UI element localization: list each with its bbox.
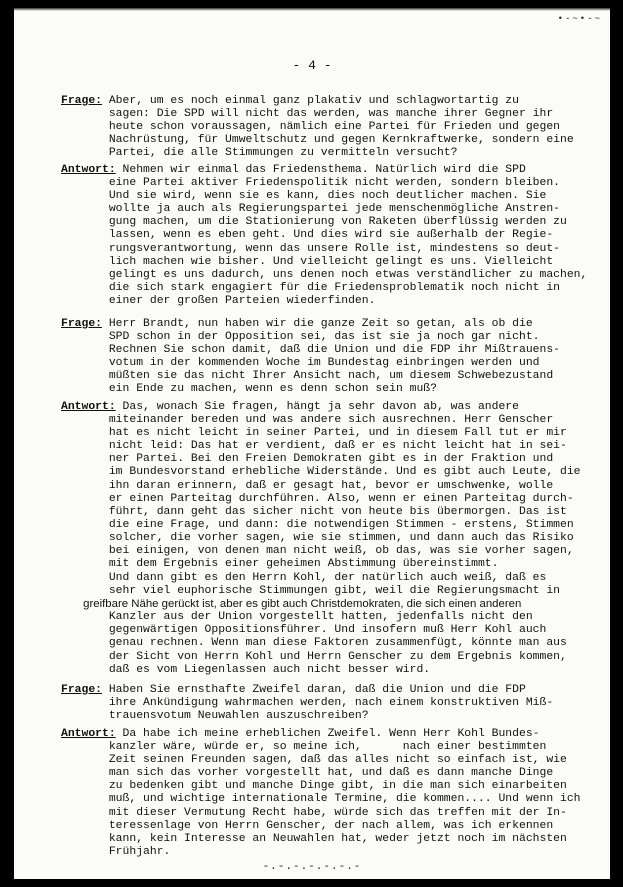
text-line <box>61 846 601 859</box>
line-text: Kanzler aus der Union vorgestellt hatten, jedenfalls nicht den <box>61 611 533 624</box>
text-line <box>61 453 601 466</box>
line-text: kann, kein Interesse an Neuwahlen hat, weder jetzt noch im nächsten <box>61 832 567 845</box>
line-text: Und dann gibt es den Herrn Kohl, der natürlich auch weiß, daß es <box>61 572 547 584</box>
text-block-a2b <box>61 572 601 677</box>
speaker-label: Antwort: <box>61 164 116 176</box>
text-block-q3 <box>61 684 601 723</box>
line-text: gegenwärtigen Oppositionsführer. Und insofern muß Herr Kohl auch <box>61 624 547 637</box>
text-line <box>61 229 601 242</box>
text-line <box>61 697 601 710</box>
line-text: votum in der kommenden Woche im Bundestag einbringen werden und <box>61 357 540 370</box>
text-line <box>61 134 601 147</box>
text-line <box>61 651 601 664</box>
line-text: zu bedenken gibt und manche Dinge gibt, in die man sich einarbeiten <box>61 780 567 793</box>
line-text: im Bundesvorstand erhebliche Widerstände. Und es gibt auch Leute, die <box>61 466 581 479</box>
text-block-q1 <box>61 95 601 160</box>
text-line <box>61 532 601 545</box>
text-line <box>61 370 601 383</box>
text-line <box>61 767 601 780</box>
text-line <box>61 728 601 741</box>
text-line <box>61 807 601 820</box>
line-text: führt, dann geht das sicher nicht von heute bis übermorgen. Das ist <box>61 505 567 518</box>
line-text: man sich das vorher vorgestellt hat, und daß es dann manche Dinge <box>61 767 554 780</box>
line-text: lich machen wie bisher. Und vielleicht gelingt es uns. Vielleicht <box>61 255 554 268</box>
line-text: mit dem Ergebnis einer geheimen Abstimmung übereinstimmt. <box>61 558 499 571</box>
text-line <box>61 269 601 282</box>
text-line <box>61 820 601 833</box>
text-line <box>61 121 601 134</box>
text-line <box>61 780 601 793</box>
line-text: ihn daran erinnern, daß er gesagt hat, bevor er umschwenke, wolle <box>61 479 554 492</box>
line-text: eine Partei aktiver Friedenspolitik nicht werden, sondern bleiben. <box>61 177 560 190</box>
line-text: Herr Brandt, nun haben wir die ganze Zeit so getan, als ob die <box>102 318 533 330</box>
text-line <box>61 256 601 269</box>
line-text: der Sicht von Herrn Kohl und Herrn Genscher zu dem Ergebnis kommen, <box>61 650 567 663</box>
text-line <box>61 414 601 427</box>
line-text: Das, wonach Sie fragen, hängt ja sehr davon ab, was andere <box>115 401 519 413</box>
line-text: kanzler wäre, würde er, so meine ich, nach einer bestimmten <box>61 741 547 754</box>
line-text: ner Partei. Bei den Freien Demokraten gibt es in der Fraktion und <box>61 453 554 466</box>
text-line <box>61 243 601 256</box>
speaker-label: Frage: <box>61 684 103 696</box>
line-text: trauensvotum Neuwahlen auszuschreiben? <box>61 710 369 723</box>
line-text: bei einigen, von denen man nicht weiß, ob das, was sie vorher sagen, <box>61 545 574 558</box>
speaker-label: Antwort: <box>61 401 116 413</box>
text-line <box>61 147 601 160</box>
text-line <box>61 684 601 697</box>
corner-mark: •-~•-~ <box>557 14 602 24</box>
line-text: daß es vom Liegenlassen auch nicht besser wird. <box>61 663 431 676</box>
text-line <box>61 95 601 108</box>
text-line <box>61 401 601 414</box>
speaker-label: Antwort: <box>61 728 116 740</box>
page-number: - 4 - <box>292 58 332 73</box>
text-line <box>61 344 601 357</box>
line-text: Rechnen Sie schon damit, daß die Union und die FDP ihr Mißtrauens- <box>61 344 560 357</box>
line-text: rungsverantwortung, wenn das unsere Rolle ist, mindestens so deut- <box>61 242 560 255</box>
text-line <box>61 357 601 370</box>
text-line <box>61 383 601 396</box>
line-text: gung machen, um die Stationierung von Raketen überflüssig werden zu <box>61 216 567 229</box>
line-text: nicht leid: Das hat er verdient, daß er es nicht leicht hat in sei- <box>61 440 567 453</box>
text-line <box>61 754 601 767</box>
speaker-label: Frage: <box>61 318 103 330</box>
text-line <box>61 295 601 308</box>
text-line <box>61 558 601 571</box>
text-line <box>61 833 601 846</box>
line-text: sehr viel euphorische Stimmungen gibt, weil die Regierungsmacht in <box>61 585 560 598</box>
text-line <box>61 598 601 611</box>
line-text: die eine Frage, und dann: die notwendigen Stimmen - erstens, Stimmen <box>61 518 574 531</box>
line-text: genau rechnen. Wenn man diese Faktoren zusammenfügt, könnte man aus <box>61 637 567 650</box>
text-line <box>61 427 601 440</box>
line-text: lassen, wenn es eben geht. Und dies wird sie außerhalb der Regie- <box>61 229 554 242</box>
line-text: greifbare Nähe gerückt ist, aber es gibt auch Christdemokraten, die sich einen anderen <box>61 598 522 611</box>
line-text: heute schon voraussagen, nämlich eine Partei für Frieden und gegen <box>61 121 560 134</box>
text-line <box>61 466 601 479</box>
line-text: Und sie wird, wenn sie es kann, dies noch deutlicher machen. Sie <box>61 190 547 203</box>
line-text: Nachrüstung, für Umweltschutz und gegen Kernkraftwerke, sondern eine <box>61 134 574 147</box>
line-text: SPD schon in der Opposition sei, das ist sie ja noch gar nicht. <box>61 331 540 344</box>
line-text: Zeit seinen Freunden sagen, daß das alles nicht so einfach ist, wie <box>61 754 567 767</box>
text-line <box>61 493 601 506</box>
text-line <box>61 741 601 754</box>
document-page <box>14 8 610 879</box>
speaker-label: Frage: <box>61 95 103 107</box>
text-line <box>61 282 601 295</box>
text-line <box>61 519 601 532</box>
text-line <box>61 624 601 637</box>
text-line <box>61 108 601 121</box>
line-text: hat es nicht leicht in seiner Partei, und in diesem Fall tut er mir <box>61 427 567 440</box>
text-block-a1 <box>61 164 601 308</box>
line-text: mit dieser Vermutung Recht habe, würde sich das treffen mit der In- <box>61 806 567 819</box>
text-line <box>61 545 601 558</box>
line-text: Haben Sie ernsthafte Zweifel daran, daß die Union und die FDP <box>102 684 526 696</box>
line-text: wollte ja auch als Regierungspartei jede menschenmögliche Anstren- <box>61 203 560 216</box>
line-text: solcher, die vorher sagen, wie sie stimmen, und dann auch das Risiko <box>61 531 574 544</box>
line-text: sagen: Die SPD will nicht das werden, was manche ihrer Gegner ihr <box>61 108 554 121</box>
text-line <box>61 318 601 331</box>
line-text: Nehmen wir einmal das Friedensthema. Natürlich wird die SPD <box>115 164 526 176</box>
text-block-q2 <box>61 318 601 397</box>
line-text: miteinander bereden und was andere sich ausrechnen. Herr Genscher <box>61 414 554 427</box>
line-text: muß, und wichtige internationale Termine, die kommen.... Und wenn ich <box>61 793 581 806</box>
line-text: ihre Ankündigung wahrmachen werden, nach einem konstruktiven Miß- <box>61 697 554 710</box>
text-line <box>61 793 601 806</box>
line-text: teressenlage von Herrn Genscher, der nach allem, was ich erkennen <box>61 819 554 832</box>
text-line <box>61 216 601 229</box>
text-line <box>61 203 601 216</box>
line-text: einer der großen Parteien wiederfinden. <box>61 294 376 307</box>
line-text: die sich stark engagiert für die Friedensproblematik noch nicht in <box>61 281 560 294</box>
line-text: Da habe ich meine erheblichen Zweifel. Wenn Herr Kohl Bundes- <box>115 728 540 740</box>
text-line <box>61 506 601 519</box>
text-line <box>61 480 601 493</box>
line-text: Partei, die alle Stimmungen zu vermitteln versucht? <box>61 147 458 160</box>
footer-dashes: -.-.-.-.-.-.- <box>262 861 362 873</box>
line-text: er einen Parteitag durchführen. Also, wenn er einen Parteitag durch- <box>61 492 574 505</box>
line-text: ein Ende zu machen, wenn es denn schon sein muß? <box>61 383 437 396</box>
line-text: Aber, um es noch einmal ganz plakativ und schlagwortartig zu <box>102 95 519 107</box>
text-block-a2 <box>61 401 601 571</box>
line-text: gelingt es uns dadurch, uns denen noch etwas verständlicher zu machen, <box>61 268 588 281</box>
line-text: Frühjahr. <box>61 845 171 858</box>
text-line <box>61 585 601 598</box>
text-line <box>61 611 601 624</box>
text-line <box>61 331 601 344</box>
text-line <box>61 710 601 723</box>
scan-edge <box>14 8 610 11</box>
text-line <box>61 164 601 177</box>
text-line <box>61 190 601 203</box>
text-line <box>61 440 601 453</box>
text-line <box>61 177 601 190</box>
text-line <box>61 664 601 677</box>
line-text: müßten sie das nicht Ihrer Ansicht nach, um diesem Schwebezustand <box>61 370 554 383</box>
text-block-a3 <box>61 728 601 859</box>
text-line <box>61 637 601 650</box>
text-line <box>61 572 601 585</box>
